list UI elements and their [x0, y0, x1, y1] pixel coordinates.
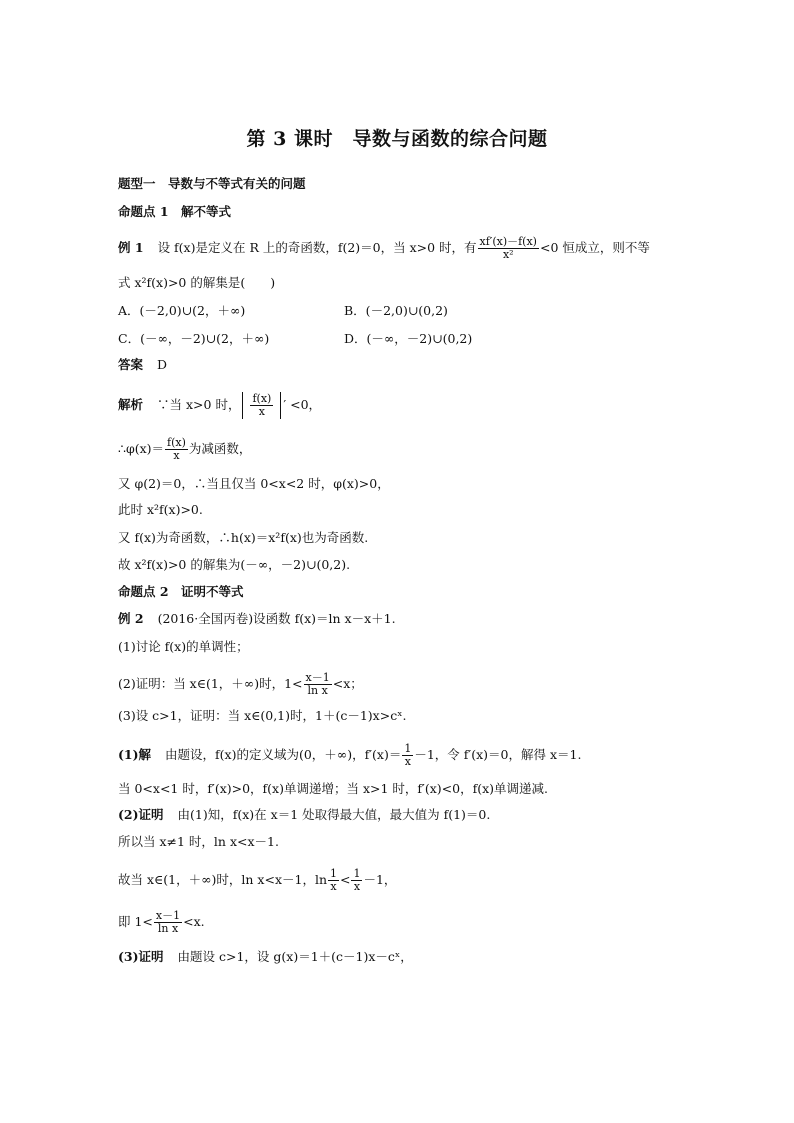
point1-heading: 命题点 1 解不等式	[118, 204, 232, 219]
option-a: A．(－2,0)∪(2，＋∞)	[118, 303, 246, 318]
solution2-part2-c2: <	[340, 872, 351, 887]
example2-q2-frac-den: ln x	[307, 684, 328, 697]
solution2-part1-c: 当 0<x<1 时，f′(x)>0，f(x)单调递增；当 x>1 时，f′(x)<0，f(x)单调递减.	[118, 781, 548, 796]
solution1-line2-frac-den: x	[173, 449, 180, 462]
bracket-expression	[242, 392, 281, 419]
page-title: 第 3 课时 导数与函数的综合问题	[246, 128, 548, 150]
solution2-part2-c-frac2	[351, 868, 362, 893]
solution1-frac-num: f(x)	[252, 392, 272, 405]
solution2-part2-d	[118, 910, 205, 935]
solution1-line2-b: 为减函数，	[188, 441, 252, 456]
solution1-frac-den: x	[258, 405, 265, 418]
solution2-part2-b: 所以当 x≠1 时，ln x<x－1.	[118, 834, 279, 849]
example2-q2	[118, 672, 363, 697]
answer-value: D	[157, 357, 168, 372]
example1-frac-num: xf′(x)－f(x)	[479, 235, 537, 248]
solution2-part2-c	[118, 868, 396, 893]
solution2-part2-c1: 故当 x∈(1，＋∞)时，ln x<x－1，ln	[118, 872, 327, 887]
solution2-part2-c-frac1-den: x	[330, 880, 337, 893]
example1-text-b: <0 恒成立，则不等	[539, 240, 650, 255]
section-type1: 题型一 导数与不等式有关的问题	[118, 176, 306, 191]
solution2-part2-d2: <x.	[183, 914, 205, 929]
solution2-part1-frac-num: 1	[404, 742, 412, 755]
answer-line	[118, 357, 167, 372]
option-c: C．(－∞，－2)∪(2，＋∞)	[118, 331, 270, 346]
option-d: D．(－∞，－2)∪(0,2)	[344, 331, 473, 346]
solution2-part2	[118, 807, 490, 822]
solution2-part2-c3: －1，	[363, 872, 397, 887]
solution2-part1-label: (1)解	[118, 747, 152, 762]
example1-line1	[118, 236, 650, 261]
solution2-part1-fraction	[402, 743, 413, 768]
solution2-part2-c-frac2-den: x	[353, 880, 361, 893]
example2-label: 例 2	[118, 611, 144, 626]
example2-q3: (3)设 c>1，证明：当 x∈(0,1)时，1＋(c－1)x>cˣ.	[118, 708, 407, 723]
solution1-fraction	[250, 393, 273, 418]
solution1-line1	[118, 392, 321, 419]
solution2-part2-c-frac1-num: 1	[330, 867, 337, 880]
option-b: B．(－2,0)∪(0,2)	[344, 303, 448, 318]
example1-frac-den: x²	[502, 248, 514, 261]
solution2-part1-a: 由题设，f(x)的定义域为(0，＋∞)，f′(x)＝	[165, 747, 402, 762]
solution1-line2-frac-num: f(x)	[167, 436, 186, 449]
example2-q2-b: <x；	[332, 676, 363, 691]
solution1-line2	[118, 437, 251, 462]
example2-line1	[118, 611, 396, 626]
solution2-part3-a: 由题设 c>1，设 g(x)＝1＋(c－1)x－cˣ，	[177, 949, 413, 964]
solution2-part3-label: (3)证明	[118, 949, 164, 964]
solution2-part1-b: －1，令 f′(x)＝0，解得 x＝1.	[414, 747, 582, 762]
example2-text: (2016·全国丙卷)设函数 f(x)＝ln x－x＋1.	[157, 611, 396, 626]
example2-q2-fraction	[304, 672, 332, 697]
answer-label: 答案	[118, 357, 144, 372]
solution1-line5: 又 f(x)为奇函数，∴h(x)＝x²f(x)也为奇函数.	[118, 530, 369, 545]
point2-heading: 命题点 2 证明不等式	[118, 584, 244, 599]
solution2-part2-d1: 即 1<	[118, 914, 153, 929]
solution1-line2-a: ∴φ(x)＝	[118, 441, 165, 456]
solution2-part2-d-fraction	[154, 910, 182, 935]
solution1-line2-fraction	[165, 437, 188, 462]
solution2-part2-d-frac-den: ln x	[157, 922, 179, 935]
example2-q1: (1)讨论 f(x)的单调性；	[118, 639, 249, 654]
example1-fraction	[478, 236, 539, 261]
solution2-part2-c-frac2-num: 1	[353, 867, 361, 880]
solution2-part3	[118, 949, 413, 964]
example2-q2-a: (2)证明：当 x∈(1，＋∞)时，1<	[118, 676, 303, 691]
example1-line2: 式 x²f(x)>0 的解集是( )	[118, 275, 276, 290]
solution2-part2-c-frac1	[328, 868, 339, 893]
solution1-line3: 又 φ(2)＝0，∴当且仅当 0<x<2 时，φ(x)>0，	[118, 476, 390, 491]
solution1-line4: 此时 x²f(x)>0.	[118, 502, 203, 517]
example2-q2-frac-num: x－1	[305, 671, 330, 684]
solution2-part1	[118, 743, 581, 768]
example1-label: 例 1	[118, 240, 144, 255]
solution1-line6: 故 x²f(x)>0 的解集为(－∞，－2)∪(0,2).	[118, 557, 351, 572]
solution1-text-b: ′ <0，	[283, 397, 322, 412]
solution1-label: 解析	[118, 397, 144, 412]
solution2-part2-a: 由(1)知，f(x)在 x＝1 处取得最大值，最大值为 f(1)＝0.	[177, 807, 491, 822]
example1-text-a: 设 f(x)是定义在 R 上的奇函数，f(2)＝0，当 x>0 时，有	[157, 240, 477, 255]
solution2-part1-frac-den: x	[404, 755, 411, 768]
solution2-part2-label: (2)证明	[118, 807, 164, 822]
solution2-part2-d-frac-num: x－1	[155, 909, 181, 922]
solution1-text-a: ∵当 x>0 时，	[157, 397, 241, 412]
